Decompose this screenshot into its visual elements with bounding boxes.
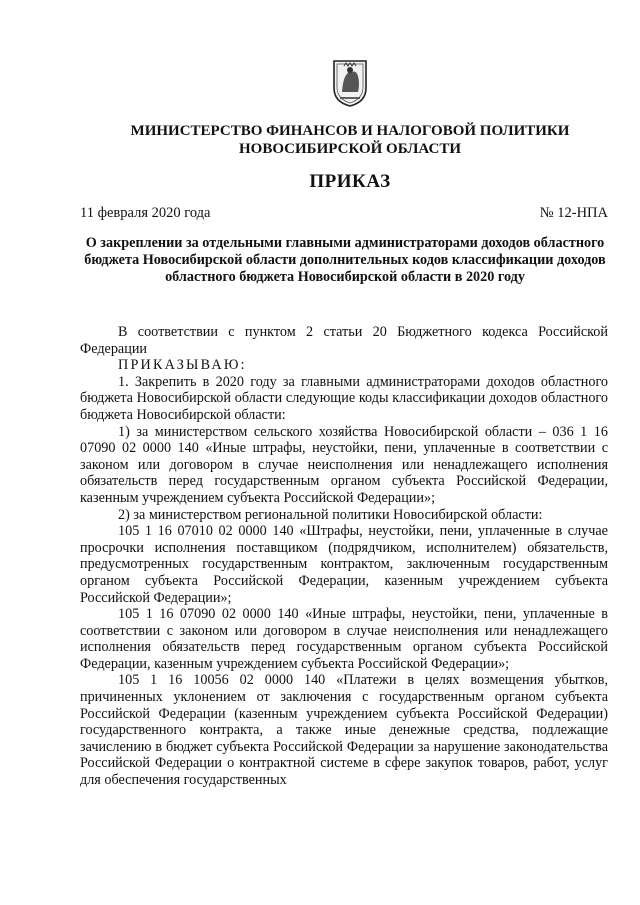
paragraph-code-2: 105 1 16 07090 02 0000 140 «Иные штрафы, неустойки, пени, уплаченные в соответствии с законом или договором в случае неисполнения или ненадлежащего исполнения обязательств перед государственным органом субъекта Российской Федерации, казенным учреждением субъекта Российской Федерации»; bbox=[80, 606, 608, 672]
coat-of-arms-icon bbox=[330, 58, 370, 108]
document-type: ПРИКАЗ bbox=[309, 171, 391, 192]
document-body bbox=[80, 324, 608, 789]
paragraph-1-2: 2) за министерством региональной политики Новосибирской области: bbox=[118, 506, 543, 523]
paragraph-1: 1. Закрепить в 2020 году за главными администраторами доходов областного бюджета Новосибирской области следующие коды классификации доходов областного бюджета Новосибирской области: bbox=[80, 373, 608, 423]
document-number: № 12-НПА bbox=[539, 205, 608, 221]
ministry-line-2: НОВОСИБИРСКОЙ ОБЛАСТИ bbox=[238, 141, 462, 157]
ministry-name bbox=[80, 122, 620, 158]
document-date: 11 февраля 2020 года bbox=[80, 205, 211, 221]
paragraph-intro: В соответствии с пунктом 2 статьи 20 Бюджетного кодекса Российской Федерации bbox=[80, 324, 608, 357]
paragraph-code-3: 105 1 16 10056 02 0000 140 «Платежи в целях возмещения убытков, причиненных уклонением от заключения с государственным органом субъекта Российской Федерации (казенным учреждением субъекта Российской Федерации) государственного контракта, а также иные денежные средства, подлежащие зачислению в бюджет субъекта Российской Федерации за нарушение законодательства Российской Федерации о контрактной системе в сфере закупок товаров, работ, услуг для обеспечения государственных bbox=[80, 672, 608, 789]
ministry-line-1: МИНИСТЕРСТВО ФИНАНСОВ И НАЛОГОВОЙ ПОЛИТИКИ bbox=[130, 123, 570, 139]
paragraph-order: ПРИКАЗЫВАЮ: bbox=[118, 357, 247, 374]
paragraph-1-1: 1) за министерством сельского хозяйства Новосибирской области – 036 1 16 07090 02 0000 140 «Иные штрафы, неустойки, пени, уплаченные в соответствии с законом или договором в случае неисполнения или ненадлежащего исполнения обязательств перед государственным органом субъекта Российской Федерации, казенным учреждением субъекта Российской Федерации»; bbox=[80, 423, 608, 506]
paragraph-code-1: 105 1 16 07010 02 0000 140 «Штрафы, неустойки, пени, уплаченные в случае просрочки исполнения поставщиком (подрядчиком, исполнителем) обязательств, предусмотренных государственным контрактом, заключенным государственным органом субъекта Российской Федерации, казенным учреждением субъекта Российской Федерации»; bbox=[80, 523, 608, 606]
document-subject: О закреплении за отдельными главными администраторами доходов областного бюджета Новосибирской области дополнительных кодов классификации доходов областного бюджета Новосибирской области в 2020 году bbox=[84, 235, 606, 285]
